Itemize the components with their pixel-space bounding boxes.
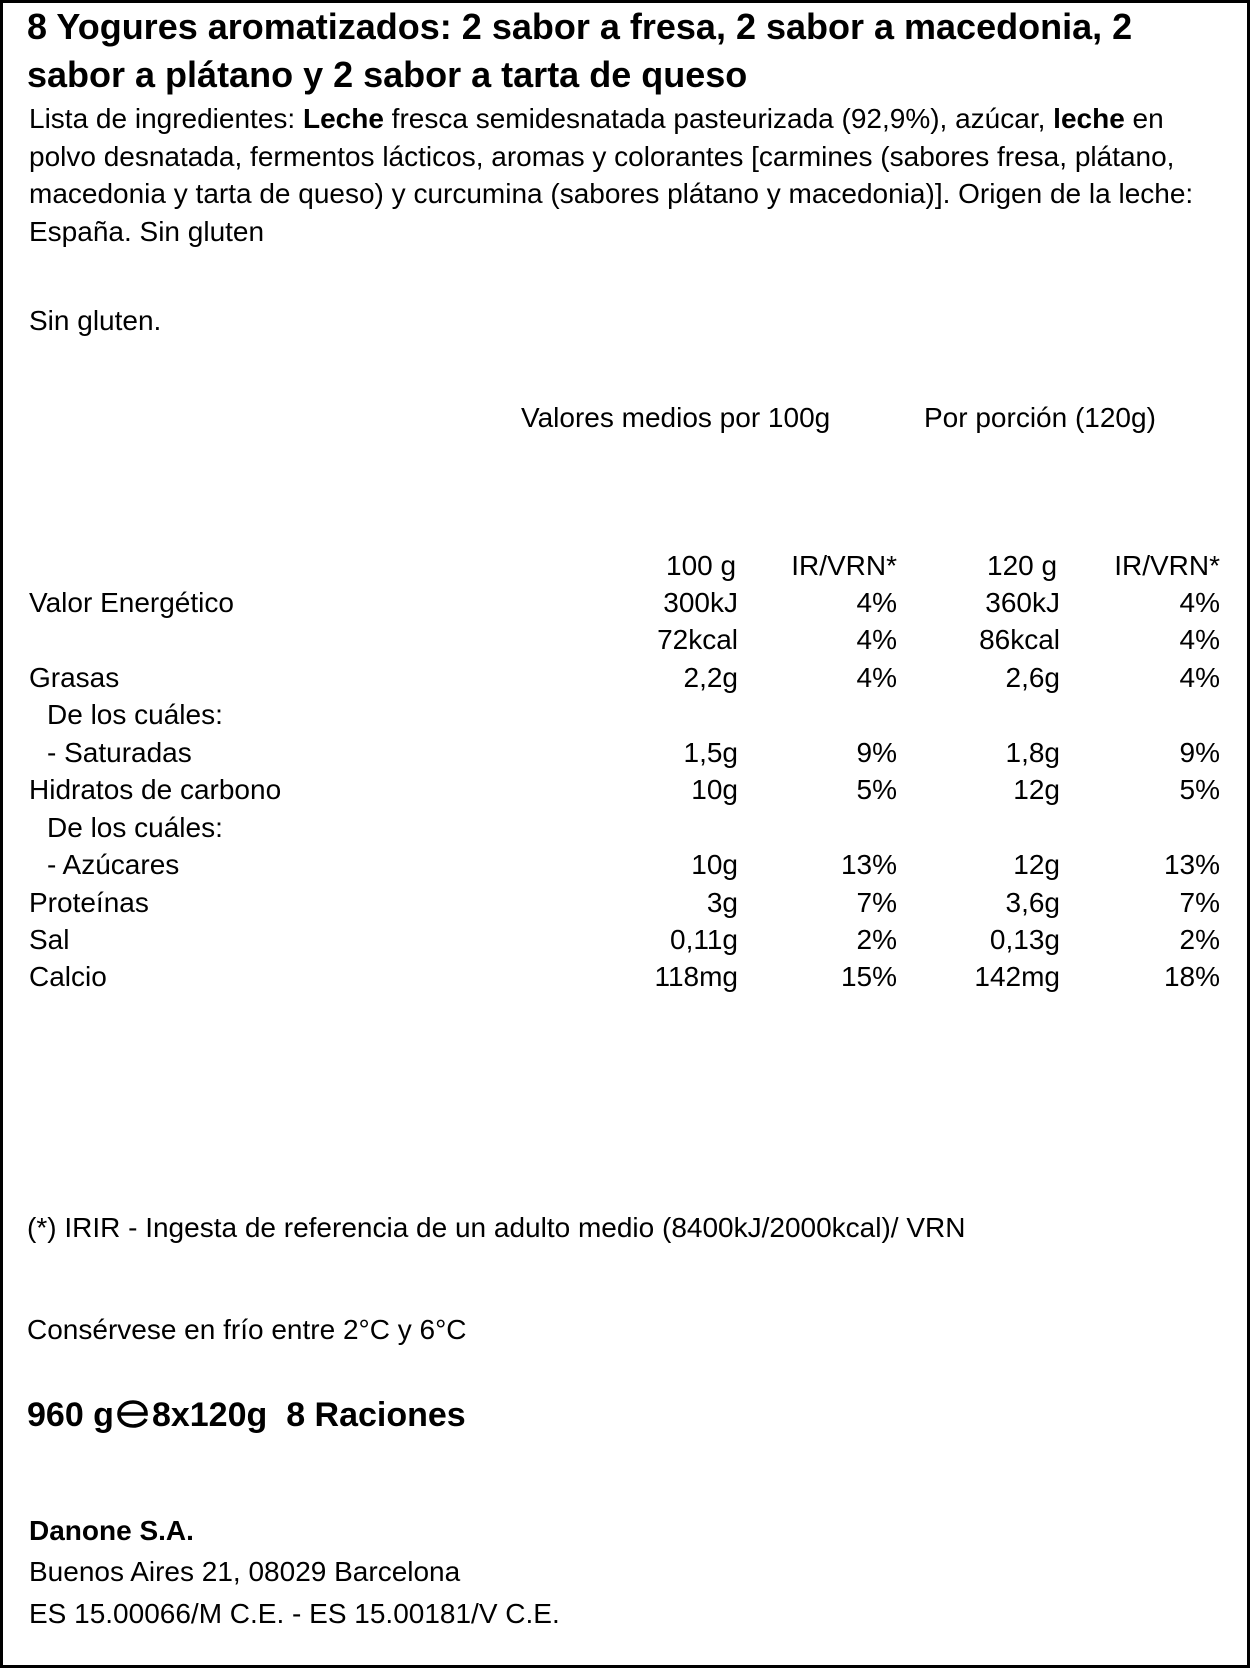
ir-per-portion: 2%	[1179, 924, 1220, 955]
col-ir-120: IR/VRN*	[1114, 550, 1220, 581]
value-per-100g: 72kcal	[657, 624, 738, 655]
nutrient-name: Sal	[29, 924, 70, 955]
table-row	[3, 958, 1250, 995]
ir-per-100g: 5%	[856, 774, 897, 805]
ingredients-list	[29, 100, 1229, 250]
product-title: 8 Yogures aromatizados: 2 sabor a fresa, 2 sabor a macedonia, 2 sabor a plátano y 2 sabor a tarta de queso	[27, 6, 1133, 95]
col-100g: 100 g	[666, 550, 737, 581]
nutrient-name: - Azúcares	[47, 849, 180, 880]
value-per-portion: 12g	[1013, 849, 1060, 880]
ir-per-portion: 7%	[1179, 887, 1220, 918]
ir-per-portion: 9%	[1179, 737, 1220, 768]
value-per-portion: 86kcal	[979, 624, 1060, 655]
nutrient-name: - Saturadas	[47, 737, 192, 768]
nutrient-name: Grasas	[29, 662, 120, 693]
ir-per-portion: 5%	[1179, 774, 1220, 805]
units-value: 8x120g	[151, 1396, 268, 1434]
storage-instructions: Consérvese en frío entre 2°C y 6°C	[27, 1314, 467, 1345]
ingredients-part-1: fresca semidesnatada pasteurizada (92,9%), azúcar,	[383, 103, 1054, 134]
value-per-100g: 1,5g	[683, 737, 738, 768]
ir-per-100g: 13%	[840, 849, 897, 880]
table-row	[3, 771, 1250, 808]
table-row	[3, 584, 1250, 621]
col-120g: 120 g	[987, 550, 1058, 581]
nutrient-name: Calcio	[29, 961, 107, 992]
ingredients-prefix: Lista de ingredientes:	[29, 103, 303, 134]
footnote: (*) IRIR - Ingesta de referencia de un adulto medio (8400kJ/2000kcal)/ VRN	[27, 1212, 966, 1243]
ir-per-100g: 9%	[856, 737, 897, 768]
nutrient-name: De los cuáles:	[47, 699, 223, 730]
ir-per-portion: 13%	[1163, 849, 1220, 880]
value-per-portion: 1,8g	[1005, 737, 1060, 768]
table-row	[3, 846, 1250, 883]
servings-value: 8 Raciones	[286, 1396, 466, 1434]
company-name: Danone S.A.	[29, 1515, 194, 1546]
value-per-100g: 3g	[706, 887, 738, 918]
table-row	[3, 696, 1250, 733]
registry-numbers: ES 15.00066/M C.E. - ES 15.00181/V C.E.	[29, 1598, 560, 1629]
ir-per-100g: 4%	[856, 587, 897, 618]
table-row	[3, 734, 1250, 771]
estimated-e-mark-icon	[116, 1396, 150, 1438]
value-per-portion: 360kJ	[985, 587, 1060, 618]
value-per-portion: 0,13g	[989, 924, 1060, 955]
value-per-portion: 3,6g	[1005, 887, 1060, 918]
nutrient-name: Hidratos de carbono	[29, 774, 282, 805]
value-per-portion: 2,6g	[1005, 662, 1060, 693]
ir-per-portion: 4%	[1179, 662, 1220, 693]
nutrient-name: De los cuáles:	[47, 812, 223, 843]
value-per-100g: 10g	[691, 849, 738, 880]
header-per-portion: Por porción (120g)	[924, 402, 1156, 433]
company-address: Buenos Aires 21, 08029 Barcelona	[29, 1556, 461, 1587]
net-weight	[27, 1394, 466, 1438]
nutrient-name: Valor Energético	[29, 587, 234, 618]
ir-per-100g: 4%	[856, 662, 897, 693]
ir-per-portion: 18%	[1163, 961, 1220, 992]
table-column-headers	[3, 547, 1250, 584]
ingredients-part-2: en polvo desnatada, fermentos lácticos, aromas y colorantes [carmines (sabores fresa, plátano, macedonia y tarta de queso) y curcumina (sabores plátano y macedonia)]. Origen de la leche: España. Sin gluten	[29, 103, 1194, 247]
ir-per-100g: 15%	[840, 961, 897, 992]
header-per-100g: Valores medios por 100g	[521, 402, 831, 433]
value-per-portion: 12g	[1013, 774, 1060, 805]
table-row	[3, 621, 1250, 658]
value-per-100g: 10g	[691, 774, 738, 805]
gluten-note: Sin gluten.	[29, 305, 162, 336]
value-per-100g: 2,2g	[683, 662, 738, 693]
allergen-leche-1: Leche	[302, 103, 384, 134]
nutrient-name: Proteínas	[29, 887, 149, 918]
table-row	[3, 921, 1250, 958]
allergen-leche-2: leche	[1053, 103, 1125, 134]
value-per-100g: 300kJ	[663, 587, 738, 618]
ir-per-portion: 4%	[1179, 587, 1220, 618]
table-row	[3, 659, 1250, 696]
value-per-portion: 142mg	[974, 961, 1060, 992]
ir-per-100g: 4%	[856, 624, 897, 655]
value-per-100g: 0,11g	[670, 924, 738, 955]
table-row	[3, 809, 1250, 846]
ir-per-100g: 2%	[856, 924, 897, 955]
col-ir-100: IR/VRN*	[791, 550, 897, 581]
value-per-100g: 118mg	[654, 961, 738, 992]
ir-per-100g: 7%	[856, 887, 897, 918]
table-row	[3, 884, 1250, 921]
net-weight-value: 960 g	[27, 1396, 114, 1434]
ir-per-portion: 4%	[1179, 624, 1220, 655]
